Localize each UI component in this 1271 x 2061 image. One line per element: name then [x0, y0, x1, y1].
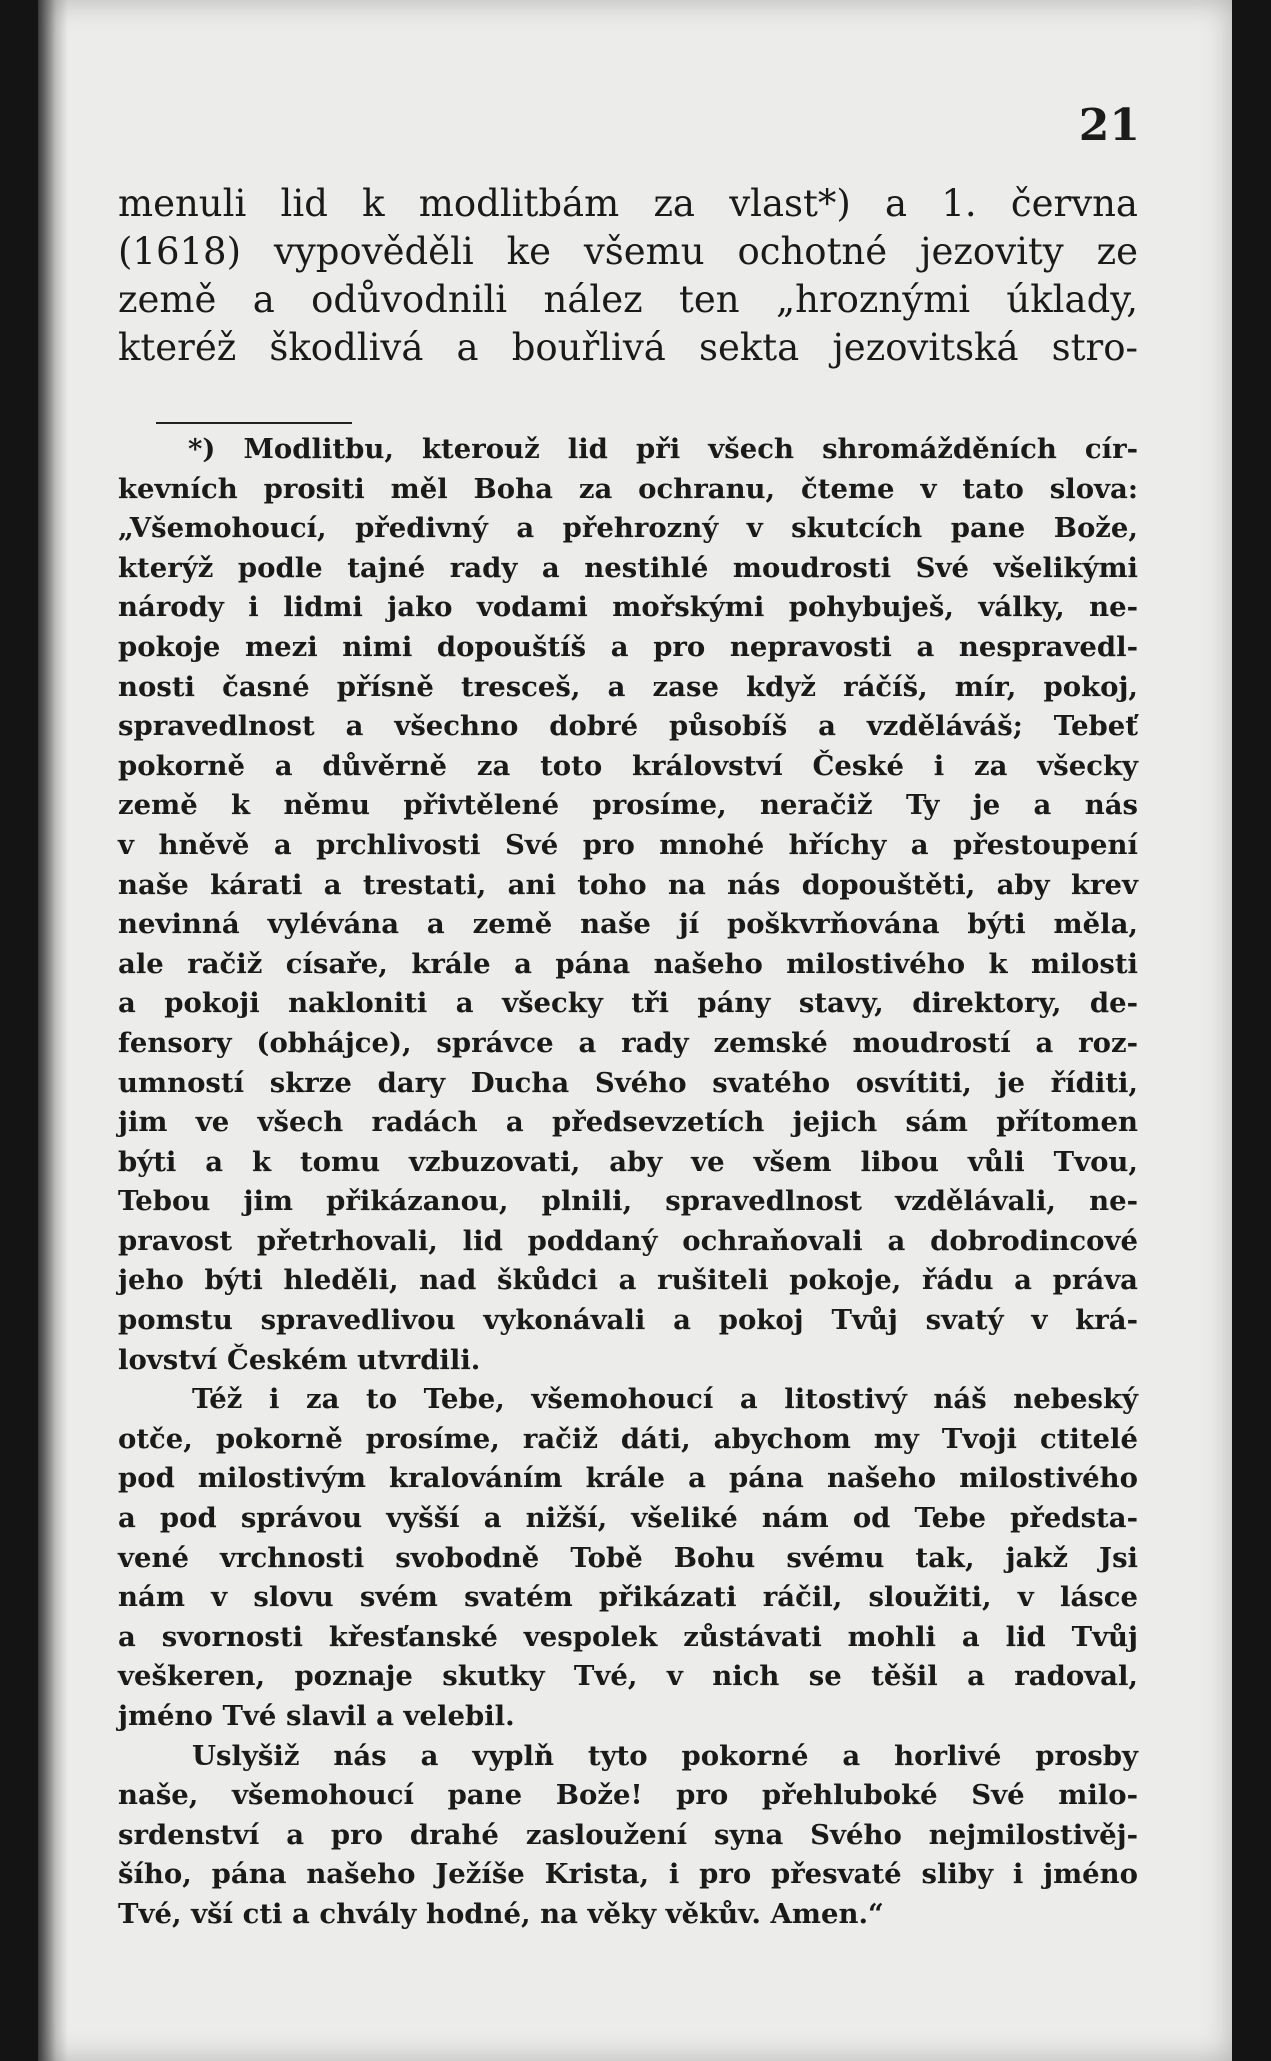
footnote-line: spravedlnost a všechno dobré působíš a vzděláváš; Tebeť [118, 710, 1138, 743]
footnote-line: pokorně a důvěrně za toto království České i za všecky [118, 749, 1138, 782]
footnote-line: a svornosti křesťanské vespolek zůstávati mohli a lid Tvůj [118, 1620, 1138, 1653]
page-number: 21 [1078, 100, 1140, 151]
main-text [118, 180, 1138, 372]
footnote-line: kterýž podle tajné rady a nestihlé moudrosti Své všelikými [118, 551, 1138, 584]
footnote-line: fensory (obhájce), správce a rady zemské moudrostí a roz- [118, 1026, 1138, 1059]
text-line: země a odůvodnili nález ten „hroznými úklady, [118, 278, 1138, 321]
footnote-line: otče, pokorně prosíme, račiž dáti, abychom my Tvoji ctitelé [118, 1422, 1138, 1455]
footnote-line: a pokoji nakloniti a všecky tři pány stavy, direktory, de- [118, 987, 1138, 1020]
footnote-line: jeho býti hleděli, nad škůdci a rušiteli pokoje, řádu a práva [118, 1264, 1138, 1297]
footnote-line: nosti časné přísně tresceš, a zase když ráčíš, mír, pokoj, [118, 670, 1138, 703]
footnote-line: pod milostivým kralováním krále a pána našeho milostivého [118, 1462, 1138, 1495]
footnote-line: v hněvě a prchlivosti Své pro mnohé hříchy a přestoupení [118, 828, 1138, 861]
footnote-line: „Všemohoucí, předivný a přehrozný v skutcích pane Bože, [118, 512, 1138, 545]
text-line: menuli lid k modlitbám za vlast*) a 1. června [118, 182, 1138, 225]
footnote-rule [156, 422, 352, 424]
text-line: kteréž škodlivá a bouřlivá sekta jezovitská stro- [118, 326, 1138, 369]
footnote-line: naše, všemohoucí pane Bože! pro přehluboké Své milo- [118, 1779, 1138, 1812]
footnote-line: nevinná vylévána a země naše jí poškvrňována býti měla, [118, 908, 1138, 941]
footnote-line: země k němu přivtělené prosíme, neračiž Ty je a nás [118, 789, 1138, 822]
footnote-line: umností skrze dary Ducha Svého svatého osvítiti, je říditi, [118, 1066, 1138, 1099]
footnote-line: naše kárati a trestati, ani toho na nás dopouštěti, aby krev [118, 868, 1138, 901]
text-line: (1618) vypověděli ke všemu ochotné jezovity ze [118, 230, 1138, 273]
footnote-line: veškeren, poznaje skutky Tvé, v nich se těšil a radoval, [118, 1660, 1138, 1693]
footnote-line: Tebou jim přikázanou, plnili, spravedlnost vzdělávali, ne- [118, 1185, 1138, 1218]
footnote-line: pravost přetrhovali, lid poddaný ochraňovali a dobrodincové [118, 1224, 1138, 1257]
footnote-line: nám v slovu svém svatém přikázati ráčil, sloužiti, v lásce [118, 1581, 1138, 1614]
book-page [38, 0, 1232, 2061]
footnote-line: pomstu spravedlivou vykonávali a pokoj Tvůj svatý v krá- [118, 1304, 1138, 1337]
footnote-line: kevních prositi měl Boha za ochranu, čteme v tato slova: [118, 472, 1138, 505]
footnote-line: Tvé, vší cti a chvály hodné, na věky věkův. Amen.“ [118, 1897, 884, 1930]
footnote-line: Též i za to Tebe, všemohoucí a litostivý náš nebeský [192, 1383, 1138, 1416]
footnote-line: *) Modlitbu, kterouž lid při všech shromážděních cír- [188, 433, 1138, 465]
footnote-line: národy i lidmi jako vodami mořskými pohybuješ, války, ne- [118, 591, 1138, 624]
footnote-line: jméno Tvé slavil a velebil. [118, 1700, 515, 1732]
footnote-line: ale račiž císaře, krále a pána našeho milostivého k milosti [118, 947, 1138, 980]
footnote-line: lovství Českém utvrdili. [118, 1343, 481, 1376]
footnote-line: býti a k tomu vzbuzovati, aby ve všem libou vůli Tvou, [118, 1145, 1138, 1178]
footnote [118, 430, 1138, 1935]
footnote-line: šího, pána našeho Ježíše Krista, i pro přesvaté sliby i jméno [118, 1858, 1138, 1891]
footnote-line: jim ve všech radách a předsevzetích jejich sám přítomen [118, 1106, 1138, 1139]
footnote-line: srdenství a pro drahé zasloužení syna Svého nejmilostivěj- [118, 1818, 1138, 1851]
footnote-line: vené vrchnosti svobodně Tobě Bohu svému tak, jakž Jsi [118, 1541, 1138, 1574]
footnote-line: Uslyšiž nás a vyplň tyto pokorné a horlivé prosby [192, 1739, 1138, 1772]
footnote-line: a pod správou vyšší a nižší, všeliké nám od Tebe předsta- [118, 1502, 1138, 1535]
footnote-line: pokoje mezi nimi dopouštíš a pro nepravosti a nespravedl- [118, 630, 1138, 663]
